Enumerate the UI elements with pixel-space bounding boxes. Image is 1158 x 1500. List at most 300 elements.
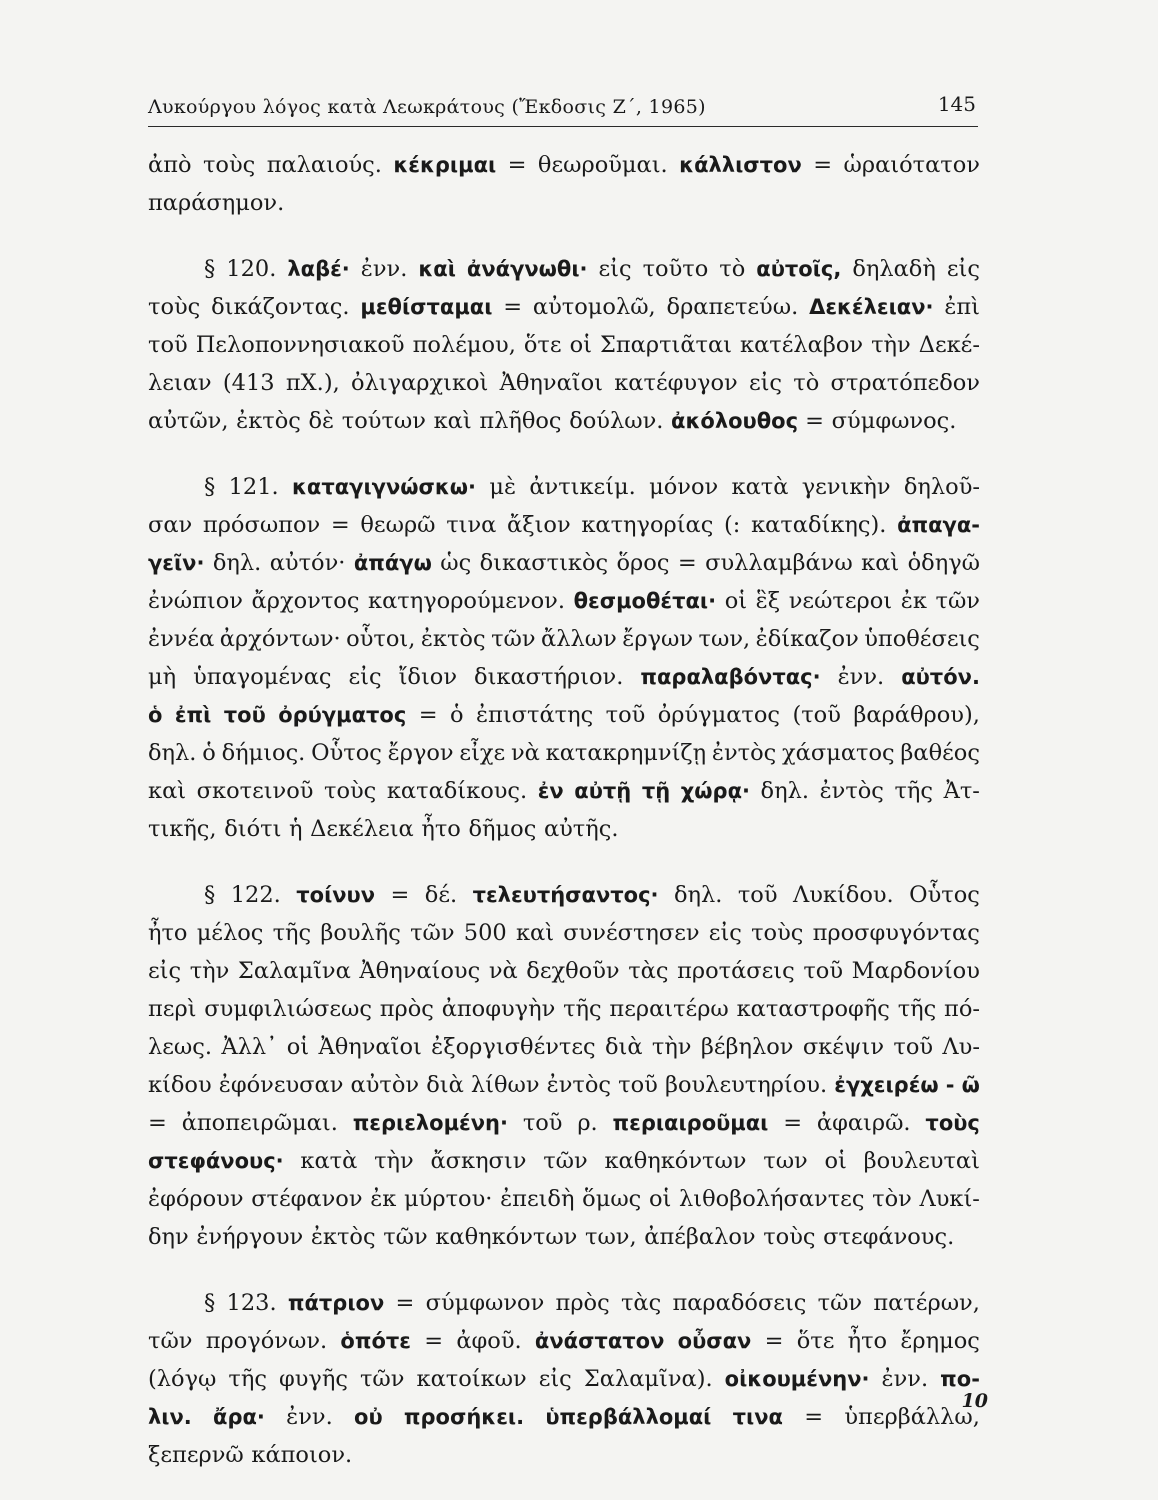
word: κατοίκων <box>416 1366 527 1392</box>
word: τὸν <box>872 1186 912 1212</box>
word: ρ. <box>577 1110 598 1136</box>
word: συμφιλιώσεως <box>204 996 372 1022</box>
text-line <box>148 332 980 370</box>
word: σύμφωνον <box>425 1290 545 1316</box>
word: τῆς <box>563 996 602 1022</box>
text-line <box>148 1290 980 1328</box>
word: 122. <box>230 882 281 908</box>
word: ἔρημος <box>900 1328 980 1354</box>
text-line <box>148 152 980 190</box>
lemma-word: ἀνάστατον <box>534 1329 665 1353</box>
word: βουλευτηρίου. <box>664 1072 828 1098</box>
lemma-word: μεθίσταμαι <box>360 295 493 319</box>
word: Λυκίδου. <box>792 882 894 908</box>
word: = <box>503 294 523 320</box>
word: τοὺς <box>148 294 201 320</box>
word: βέβηλον <box>700 1034 794 1060</box>
word: (: <box>724 512 741 538</box>
word: Οὗτος <box>909 882 980 908</box>
word: κατακρημνίζῃ <box>545 740 707 766</box>
word: ἀρχόντων· <box>219 626 341 652</box>
word: περὶ <box>148 996 197 1022</box>
word: ἀποφυγὴν <box>441 996 556 1022</box>
lemma-word: ῶ <box>961 1073 980 1097</box>
word: ἔργον <box>387 740 454 766</box>
word: τῶν <box>359 1366 405 1392</box>
word: 123. <box>226 1290 277 1316</box>
word: δικάζοντας. <box>211 294 350 320</box>
word: Ἀτ- <box>943 778 980 804</box>
word: Δεκέλεια <box>310 816 414 842</box>
lemma-word: λαβέ· <box>287 257 350 281</box>
lemma-word: χώρᾳ· <box>680 779 750 803</box>
paragraph-gap <box>148 446 980 474</box>
word: = <box>390 882 410 908</box>
word: ὡς <box>440 550 472 576</box>
paragraph-gap <box>148 854 980 882</box>
word: τούτων <box>341 408 426 434</box>
word: ὁ <box>202 740 216 766</box>
lemma-word: - <box>945 1073 955 1097</box>
text-line <box>148 1404 980 1442</box>
word: ἄξιον <box>507 512 571 538</box>
word: ἐνν. <box>837 664 885 690</box>
lemma-word: περιαιροῦμαι <box>612 1111 769 1135</box>
lemma-word: λιν. <box>148 1405 192 1429</box>
word: ὑποθέσεις <box>864 626 980 652</box>
word: ἦτο <box>421 816 461 842</box>
word: ἐνν. <box>881 1366 929 1392</box>
lemma-word: ἐν <box>537 779 564 803</box>
word: κίδου <box>148 1072 212 1098</box>
paragraph <box>148 1290 980 1480</box>
word: § <box>204 882 216 908</box>
lemma-word: αὐτόν. <box>901 665 980 689</box>
word: τινα <box>446 512 497 538</box>
word: Λυ- <box>942 1034 980 1060</box>
word: λειαν <box>148 370 212 396</box>
word: τὴν <box>651 1034 692 1060</box>
text-line <box>148 1110 980 1148</box>
word: τοῦτο <box>642 256 709 282</box>
word: τοῦ <box>618 1072 658 1098</box>
word: μὴ <box>148 664 177 690</box>
word: = <box>805 408 825 434</box>
text-line <box>148 740 980 778</box>
word: δὲ <box>308 408 335 434</box>
word: ἄσκησιν <box>430 1148 527 1174</box>
word: ἐκτὸς <box>236 408 301 434</box>
word: ἦτο <box>148 920 188 946</box>
word: κατηγορούμενον. <box>368 588 565 614</box>
word: ἐδίκαζον <box>755 626 859 652</box>
text-line <box>148 1186 980 1224</box>
word: διὰ <box>426 1072 464 1098</box>
lemma-word: τοῦ <box>223 703 266 727</box>
word: ἓξ <box>755 588 781 614</box>
lemma-word: τῇ <box>641 779 671 803</box>
word: περαιτέρω <box>609 996 729 1022</box>
word: ἐνήργουν <box>196 1224 304 1250</box>
word: καταδίκης). <box>751 512 887 538</box>
text-line <box>148 256 980 294</box>
lemma-word: θεσμοθέται· <box>573 589 717 613</box>
word: οἱ <box>286 1034 310 1060</box>
word: Λυκί- <box>919 1186 980 1212</box>
word: κατέλαβον <box>740 332 864 358</box>
paragraph <box>148 882 980 1262</box>
lemma-word: ἀπάγω <box>353 551 432 575</box>
word: ἐφόνευσαν <box>218 1072 344 1098</box>
word: καταστροφῆς <box>736 996 890 1022</box>
text-line <box>148 550 980 588</box>
word: (413 <box>222 370 275 396</box>
lemma-word: οἰκουμένην· <box>724 1367 870 1391</box>
lemma-word: τινα <box>732 1405 783 1429</box>
lemma-word: στεφάνους· <box>148 1149 284 1173</box>
text-line <box>148 1148 980 1186</box>
word: § <box>204 1290 216 1316</box>
signature-mark: 10 <box>961 1390 988 1412</box>
word: καταδίκους. <box>386 778 528 804</box>
word: αὐτὸν <box>350 1072 420 1098</box>
word: παλαιούς. <box>266 152 382 178</box>
text-line <box>148 996 980 1034</box>
word: ἐπὶ <box>944 294 980 320</box>
word: = <box>395 1290 415 1316</box>
word: δούλων. <box>569 408 664 434</box>
lemma-word: πο- <box>940 1367 980 1391</box>
word: εἰς <box>598 256 632 282</box>
word: 120. <box>226 256 277 282</box>
text-line <box>148 920 980 958</box>
word: τὴν <box>871 332 911 358</box>
word: δικαστήριον. <box>474 664 624 690</box>
word: τοῦ <box>605 702 646 728</box>
paragraph-gap <box>148 1262 980 1290</box>
word: στρατόπεδον <box>830 370 980 396</box>
word: ἡ <box>289 816 303 842</box>
word: κατὰ <box>731 474 789 500</box>
word: ὅτε <box>796 1328 835 1354</box>
word: δηλ. <box>148 740 197 766</box>
lemma-word: ὑπερβάλλομαί <box>545 1405 712 1429</box>
lemma-word: καταγιγνώσκω· <box>291 475 477 499</box>
lemma-word: ἄρα· <box>213 1405 265 1429</box>
lemma-word: πάτριον <box>287 1291 385 1315</box>
paragraph <box>148 256 980 446</box>
word: = <box>813 152 833 178</box>
text-line <box>148 664 980 702</box>
word: κάποιον. <box>251 1442 353 1468</box>
word: ἐντὸς <box>711 740 777 766</box>
word: ἀπὸ <box>148 152 192 178</box>
text-line <box>148 370 980 408</box>
word: δηλ. <box>760 778 809 804</box>
word: ἐπειδὴ <box>500 1186 575 1212</box>
word: ἀφαιρῶ. <box>816 1110 911 1136</box>
word: νὰ <box>510 740 540 766</box>
lemma-word: τελευτήσαντος· <box>472 883 659 907</box>
word: τῶν <box>543 1148 588 1174</box>
word: ὑπερβάλλω, <box>844 1404 980 1430</box>
lemma-word: Δεκέλειαν· <box>809 295 934 319</box>
word: μύρτου· <box>404 1186 493 1212</box>
word: ὅμως <box>582 1186 642 1212</box>
word: προγόνων. <box>205 1328 328 1354</box>
lemma-word: αὐτῇ <box>574 779 632 803</box>
lemma-word: οὖσαν <box>677 1329 752 1353</box>
text-line <box>148 1442 980 1480</box>
word: προσφυγόντας <box>812 920 980 946</box>
word: οὗτοι, <box>346 626 416 652</box>
word: σκέψιν <box>802 1034 885 1060</box>
text-line <box>148 958 980 996</box>
word: δηλοῦ- <box>903 474 980 500</box>
lemma-word: τοίνυν <box>296 883 376 907</box>
word: ἐνν. <box>286 1404 333 1430</box>
word: στέφανον <box>251 1186 363 1212</box>
word: δραπετεύω. <box>666 294 799 320</box>
word: Οὗτος <box>311 740 382 766</box>
word: ἐννέα <box>148 626 215 652</box>
lemma-word: ἀνάγνωθι· <box>466 257 588 281</box>
word: τὴν <box>374 1148 414 1174</box>
word: ἐξοργισθέντες <box>431 1034 596 1060</box>
word: = <box>424 1328 444 1354</box>
word: οἱ <box>824 1148 847 1174</box>
word: Ἀθηναίους <box>359 958 481 984</box>
word: τὰς <box>620 1290 662 1316</box>
word: πρόσωπον <box>202 512 321 538</box>
word: τικῆς, <box>148 816 217 842</box>
text-line <box>148 294 980 332</box>
word: Μαρδονίου <box>851 958 980 984</box>
text-line <box>148 1072 980 1110</box>
word: τοῦ <box>148 332 188 358</box>
word: μέλος <box>196 920 264 946</box>
word: τοὺς <box>751 920 804 946</box>
word: ἐνν. <box>360 256 408 282</box>
word: = <box>783 1110 803 1136</box>
paragraph-gap <box>148 228 980 256</box>
word: ἐπιστάτης <box>475 702 594 728</box>
word: των <box>763 1148 808 1174</box>
word: ἐνώπιον <box>148 588 243 614</box>
word: πΧ.), <box>285 370 340 396</box>
word: τῶν <box>383 1224 428 1250</box>
word: δηλαδὴ <box>852 256 936 282</box>
text-line <box>148 1224 980 1262</box>
word: τῶν <box>817 1290 863 1316</box>
text-line <box>148 474 980 512</box>
word: φυγῆς <box>278 1366 348 1392</box>
word: λιθοβολήσαντες <box>679 1186 865 1212</box>
word: = <box>148 1110 167 1136</box>
text-line <box>148 816 980 854</box>
word: ἀποπειρῶμαι. <box>181 1110 338 1136</box>
word: Σαλαμῖνα). <box>583 1366 713 1392</box>
lemma-word: κέκριμαι <box>393 153 497 177</box>
word: δηλ. <box>212 550 262 576</box>
word: = <box>677 550 697 576</box>
word: δήμιος. <box>221 740 306 766</box>
word: ἀφοῦ. <box>456 1328 522 1354</box>
text-line <box>148 702 980 740</box>
word: των, <box>698 626 751 652</box>
word: εἰς <box>538 1366 572 1392</box>
word: πό- <box>944 996 980 1022</box>
word: τὰς <box>628 958 669 984</box>
lemma-word: ἀκόλουθος <box>671 409 799 433</box>
word: αὐτομολῶ, <box>532 294 656 320</box>
text-line <box>148 778 980 816</box>
word: ἦτο <box>847 1328 888 1354</box>
word: τῶν <box>491 626 536 652</box>
word: αὐτῶν, <box>148 408 229 434</box>
word: τῆς <box>272 920 312 946</box>
word: τοῦ <box>803 958 843 984</box>
paragraph <box>148 152 980 228</box>
word: οἱ <box>569 332 592 358</box>
word: βουλευταὶ <box>863 1148 980 1174</box>
word: 121. <box>228 474 279 500</box>
word: των, <box>585 1224 637 1250</box>
word: λίθων <box>470 1072 540 1098</box>
word: βαράθρου), <box>853 702 980 728</box>
word: τὴν <box>189 958 230 984</box>
word: ἐντὸς <box>819 778 884 804</box>
word: τῆς <box>228 1366 267 1392</box>
word: Ἀθηναῖοι <box>318 1034 422 1060</box>
word: ὀλιγαρχικοὶ <box>351 370 489 396</box>
word: (τοῦ <box>792 702 841 728</box>
word: καὶ <box>861 550 900 576</box>
word: θεωρῶ <box>360 512 436 538</box>
word: πολέμου, <box>412 332 516 358</box>
word: καθηκόντων <box>435 1224 578 1250</box>
word: τοὺς <box>202 152 256 178</box>
word: σύμφωνος. <box>831 408 957 434</box>
lemma-word: τοὺς <box>925 1111 980 1135</box>
word: ξεπερνῶ <box>148 1442 244 1468</box>
word: αὐτόν· <box>269 550 346 576</box>
word: νεώτεροι <box>788 588 893 614</box>
word: χάσματος <box>782 740 895 766</box>
page-header <box>148 86 978 127</box>
word: γενικὴν <box>801 474 891 500</box>
word: τοὺς <box>324 778 377 804</box>
word: εἰς <box>946 256 980 282</box>
word: ὡραιότατον <box>843 152 980 178</box>
text-line <box>148 1328 980 1366</box>
word: δην <box>148 1224 189 1250</box>
word: ἔργων <box>622 626 694 652</box>
word: τοῦ <box>893 1034 934 1060</box>
text-line <box>148 626 980 664</box>
lemma-word: περιελομένη· <box>352 1111 508 1135</box>
word: οἱ <box>724 588 748 614</box>
word: κατέφυγον <box>614 370 738 396</box>
commentary-body <box>148 152 980 1480</box>
lemma-word: παραλαβόντας· <box>640 665 821 689</box>
word: τὸ <box>793 370 820 396</box>
word: τοῦ <box>522 1110 563 1136</box>
word: Σπαρτιᾶται <box>599 332 732 358</box>
word: βουλῆς <box>320 920 401 946</box>
word: (λόγῳ <box>148 1366 217 1392</box>
word: εἰς <box>148 958 182 984</box>
word: πλῆθος <box>479 408 562 434</box>
word: πρὸς <box>379 996 434 1022</box>
word: = <box>804 1404 824 1430</box>
word: σκοτεινοῦ <box>196 778 314 804</box>
word: μὲ <box>489 474 517 500</box>
running-title: Λυκούργου λόγος κατὰ Λεωκράτους (Ἔκδοσις Ζ΄, 1965) <box>148 96 706 118</box>
text-line <box>148 408 980 446</box>
word: ὅτε <box>523 332 562 358</box>
word: οἱ <box>648 1186 672 1212</box>
word: καθηκόντων <box>604 1148 747 1174</box>
lemma-word: ὁπότε <box>340 1329 411 1353</box>
word: Ἀλλ᾽ <box>221 1034 278 1060</box>
word: συλλαμβάνω <box>705 550 853 576</box>
word: πρὸς <box>555 1290 610 1316</box>
word: ἀπέβαλον <box>644 1224 756 1250</box>
word: ἀντικείμ. <box>529 474 636 500</box>
word: Σαλαμῖνα <box>237 958 351 984</box>
word: ἐκ <box>370 1186 397 1212</box>
lemma-word: καὶ <box>418 257 456 281</box>
text-line <box>148 1034 980 1072</box>
word: εἰς <box>348 664 382 690</box>
word: καὶ <box>433 408 472 434</box>
word: τοῦ <box>737 882 778 908</box>
word: Δεκέ- <box>918 332 980 358</box>
word: κατηγορίας <box>581 512 714 538</box>
word: διότι <box>224 816 282 842</box>
word: τῆς <box>894 778 934 804</box>
word: ὁ <box>450 702 464 728</box>
word: νὰ <box>488 958 518 984</box>
word: σαν <box>148 512 193 538</box>
word: ὁδηγῶ <box>907 550 980 576</box>
word: ἄλλων <box>541 626 617 652</box>
word: διὰ <box>604 1034 643 1060</box>
word: ἐφόρουν <box>148 1186 244 1212</box>
word: εἶχε <box>459 740 506 766</box>
word: = <box>418 702 438 728</box>
word: ἐκτὸς <box>310 1224 376 1250</box>
text-line <box>148 512 980 550</box>
word: τῶν <box>935 588 980 614</box>
word: καὶ <box>515 920 555 946</box>
word: δηλ. <box>673 882 723 908</box>
word: τὸ <box>719 256 746 282</box>
word: πατέρων, <box>873 1290 980 1316</box>
word: 500 <box>463 920 507 946</box>
word: Ἀθηναῖοι <box>499 370 603 396</box>
word: παράσημον. <box>148 190 285 216</box>
lemma-word: προσήκει. <box>403 1405 525 1429</box>
lemma-word: γεῖν· <box>148 551 205 575</box>
word: ἴδιον <box>398 664 458 690</box>
word: δέ. <box>424 882 458 908</box>
word: εἰς <box>748 370 783 396</box>
word: προτάσεις <box>677 958 795 984</box>
word: δεχθοῦν <box>526 958 620 984</box>
page-number: 145 <box>937 92 976 116</box>
